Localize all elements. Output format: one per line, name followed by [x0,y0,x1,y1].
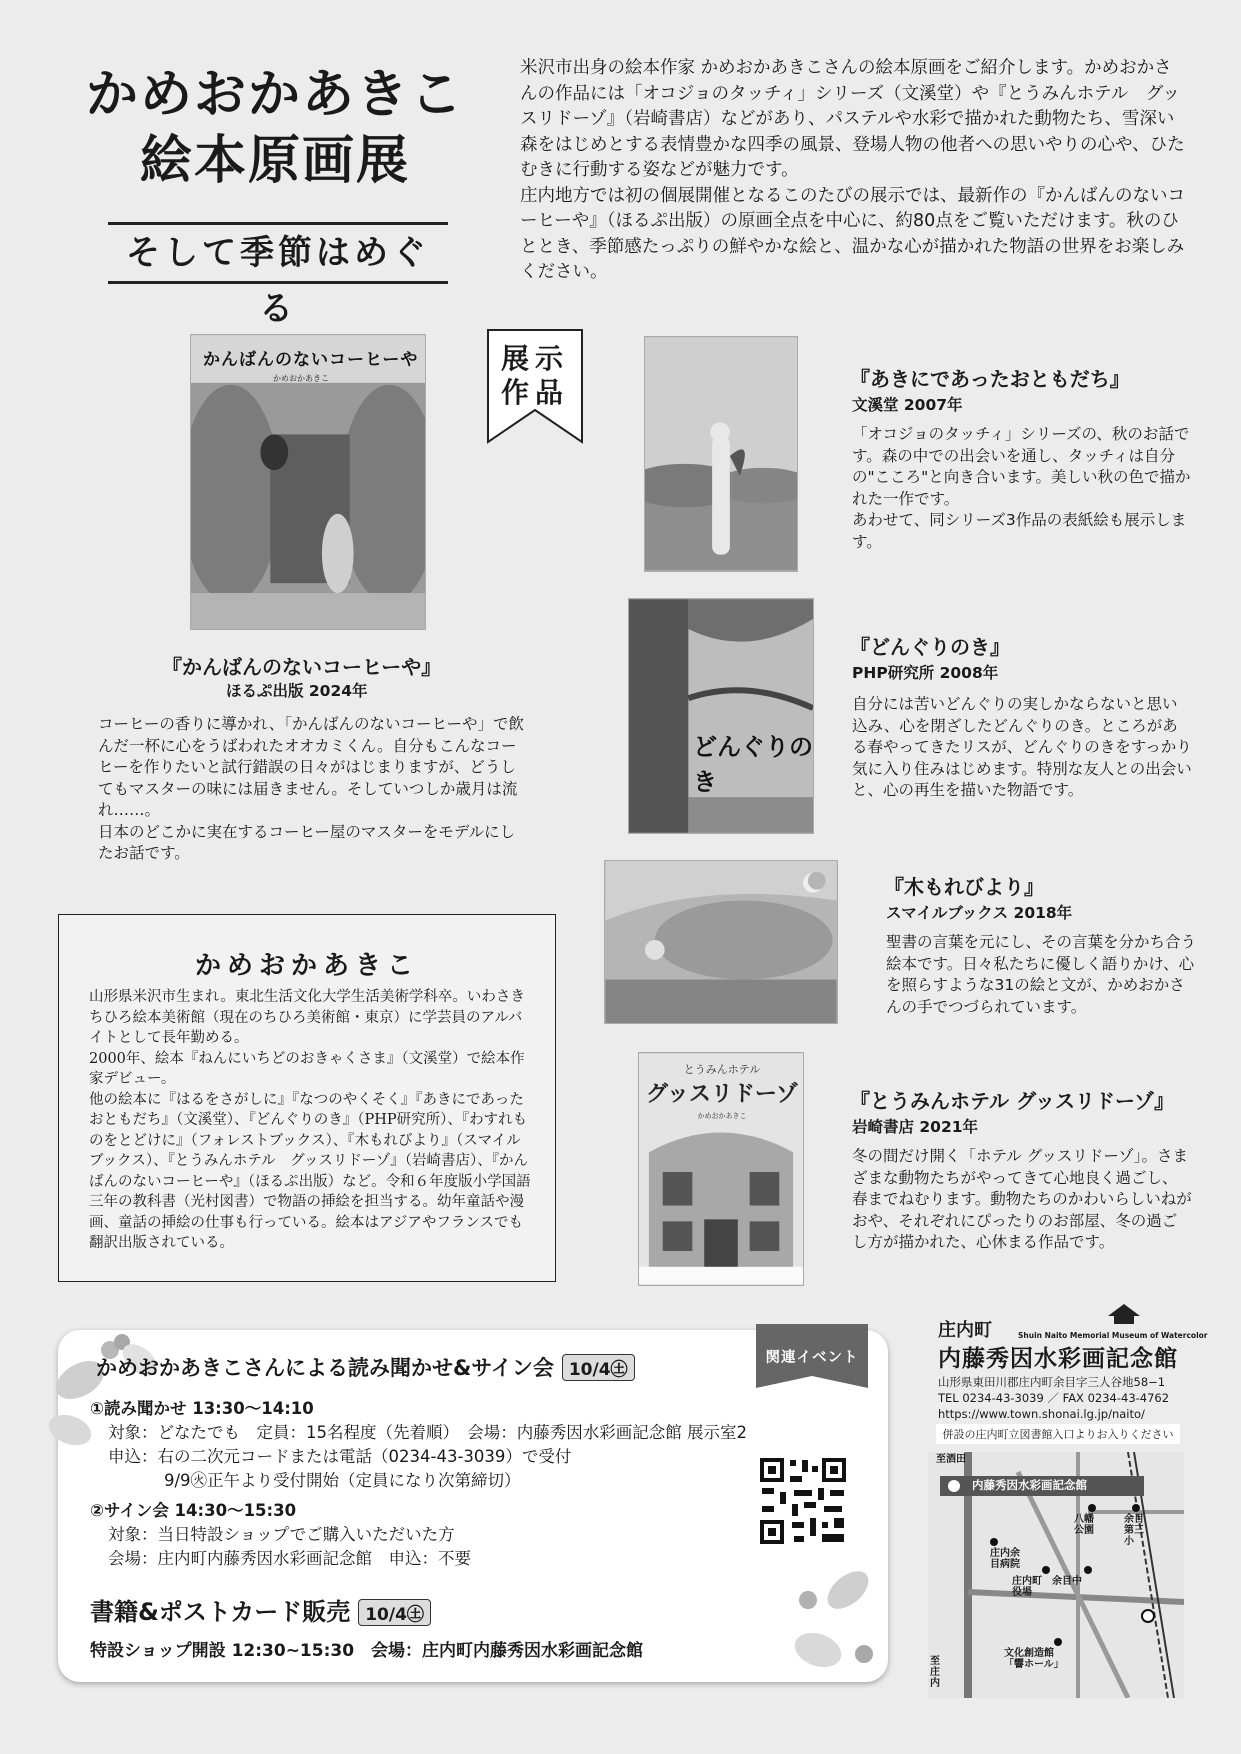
badge-line-2: 作品 [500,376,569,409]
sign-venue: 会場：庄内町内藤秀因水彩画記念館 申込：不要 [108,1549,471,1568]
reading-heading: ①読み聞かせ 13:30〜14:10 [90,1399,314,1418]
book-publisher-kanban: ほるぷ出版 2024年 [226,682,368,700]
museum-url[interactable]: https://www.town.shonai.lg.jp/naito/ [938,1407,1145,1421]
related-event-tab [756,1324,868,1394]
cover-illustration-oak [629,599,813,833]
museum-address: 山形県東田川郡庄内町余目字三人谷地58−1 [938,1375,1166,1389]
map-label-museum: 内藤秀因水彩画記念館 [972,1478,1087,1492]
related-event-box [58,1330,888,1682]
museum-logo-icon [1106,1302,1142,1324]
book-desc-donguri: 自分には苦いどんぐりの実しかならないと思い込み、心を閉ざしたどんぐりのき。ところがある春やってきたリスが、どんぐりのきをすっかり気に入り住みはじめます。特別な友人との出会いと、心の再生を描いた物語です。 [852,695,1192,799]
book-publisher-akini: 文溪堂 2007年 [852,396,963,414]
map-label-amarume-jh: 余目中 [1052,1576,1082,1587]
book-title-donguri: 『どんぐりのき』 [850,635,1010,659]
museum-town: 庄内町 [938,1320,992,1341]
book-cover-donguri [628,598,814,834]
book-cover-komorebi [604,860,838,1024]
reading-apply: 申込：右の二次元コードまたは電話（0234-43-3039）で受付 [108,1447,572,1466]
book-desc-komorebi: 聖書の言葉を元にし、その言葉を分かち合う絵本です。日々私たちに優しく語りかけ、心を照らすような31の絵と文が、かめおかさんの手でつづられています。 [886,933,1197,1016]
map-label-shonai: 至庄内 [930,1656,940,1689]
cover-title-top: とうみんホテル [683,1063,761,1076]
title-line-2: 絵本原画展 [139,131,410,191]
leaf-decoration-icon [778,1560,888,1682]
museum-contact [938,1374,1169,1422]
cover-illustration-ermine [645,337,797,571]
map-label-culture-hall: 文化創造館「響ホール」 [1004,1648,1064,1670]
reading-target: 対象：どなたでも 定員：15名程度（先着順） 会場：内藤秀因水彩画記念館 展示室2 [108,1423,747,1442]
exhibit-works-badge [486,328,584,444]
map-label-hospital: 庄内余目病院 [990,1548,1020,1570]
books-sale-title-text: 書籍&ポストカード販売 [90,1598,351,1626]
museum-tel-fax: TEL 0234-43-3039 ／ FAX 0234-43-4762 [938,1391,1170,1405]
map-label-sakata: 至酒田 [936,1454,966,1465]
event-title-text: かめおかあきこさんによる読み聞かせ&サイン会 [96,1356,554,1380]
books-sale-date: 10/4㊏ [358,1599,431,1626]
title-line-1: かめおかあきこ [85,65,464,125]
book-cover-toumin [638,1052,804,1286]
author-profile [58,914,556,1282]
book-title-komorebi: 『木もれびより』 [884,875,1044,899]
cover-illustration-forest-path [605,861,837,1023]
book-publisher-donguri: PHP研究所 2008年 [852,664,999,682]
registration-qr-code[interactable] [758,1456,848,1546]
book-title-akini: 『あきにであったおともだち』 [850,367,1130,391]
profile-name: かめおかあきこ [194,951,419,981]
book-title-toumin: 『とうみんホテル グッスリドーゾ』 [850,1089,1175,1113]
book-desc-kanban: コーヒーの香りに導かれ、「かんばんのないコーヒーや」で飲んだ一杯に心をうばわれたオオカミくん。自分もこんなコーヒーを作りたいと試行錯誤の日々がはじまりますが、どうしてもマスターの味には届きません。そしていつしか歳月は流れ……。 日本のどこかに実在するコーヒー屋のマスターをモデルにしたお話です。 [98,715,524,862]
map-label-hachiman-park: 八幡公園 [1074,1514,1094,1536]
museum-entrance-note: 併設の庄内町立図書館入口よりお入りください [936,1424,1180,1444]
profile-body: 山形県米沢市生まれ。東北生活文化大学生活美術学科卒。いわさきちひろ絵本美術館（現在のちひろ美術館・東京）に学芸員のアルバイトとして長年勤める。 2000年、絵本『ねんにいちどのおきゃくさま』（文溪堂）で絵本作家デビュー。 他の絵本に『はるをさがしに』『なつのやくそく』『あきにであったおともだち』（文溪堂）、『どんぐりのき』（PHP研究所）、『わすれものをとどけに』（フォレストブックス）、『木もれびより』（スマイルブックス）、『とうみんホテル グッスリドーゾ』（岩崎書店）、『かんばんのないコーヒーや』（ほるぷ出版）など。令和６年度版小学国語三年の教科書（光村図書）で物語の挿絵を担当する。幼年童話や漫画、童話の挿絵の仕事も行っている。絵本はアジアやフランスでも翻訳出版されている。 [89,989,531,1251]
books-sale-title [90,1592,431,1627]
event-title [96,1352,635,1382]
cover-title: グッスリドーゾ [645,1082,799,1107]
map-label-amarume-3: 余目第三小 [1124,1514,1144,1547]
cover-author: かめおかあきこ [273,374,329,383]
museum-name-en: Shuin Naito Memorial Museum of Watercolor [1018,1331,1208,1340]
intro-paragraph: 米沢市出身の絵本作家 かめおかあきこさんの絵本原画をご紹介します。かめおかさんの作品には「オコジョのタッチィ」シリーズ（文溪堂）や『とうみんホテル グッスリドーゾ』（岩崎書店）などがあり、パステルや水彩で描かれた動物たち、雪深い森をはじめとする表情豊かな四季の風景、登場人物の他者への思いやりの心や、ひたむきに行動する姿などが魅力です。 庄内地方では初の個展開催となるこのたびの展示では、最新作の『かんばんのないコーヒーや』（ほるぷ出版）の原画全点を中心に、約80点をご覧いただけます。秋のひととき、季節感たっぷりの鮮やかな絵と、温かな心が描かれた物語の世界をお楽しみください。 [520,58,1185,282]
book-cover-kanban [190,334,426,630]
book-desc-akini: 「オコジョのタッチィ」シリーズの、秋のお話です。森の中での出会いを通し、タッチィは自分の"こころ"と向き合います。美しい秋の色で描かれた一作です。 あわせて、同シリーズ3作品の表紙絵も展示します。 [852,425,1191,551]
sign-heading: ②サイン会 14:30〜15:30 [90,1501,297,1520]
book-cover-akini [644,336,798,572]
tab-label: 関連イベント [765,1350,859,1366]
exhibition-title [60,62,490,194]
sign-target: 対象：当日特設ショップでご購入いただいた方 [108,1525,455,1544]
cover-author: かめおかあきこ [697,1112,747,1120]
books-sale-info: 特設ショップ開設 12:30~15:30 会場：庄内町内藤秀因水彩画記念館 [90,1641,644,1661]
book-publisher-komorebi: スマイルブックス 2018年 [886,904,1073,922]
exhibition-subtitle: そして季節はめぐる [108,222,448,284]
book-title-kanban: 『かんばんのないコーヒーや』 [162,655,442,679]
event-date: 10/4㊏ [562,1354,635,1381]
cover-title: どんぐりのき [693,733,813,796]
map-label-town-office: 庄内町役場 [1012,1576,1042,1598]
cover-title: かんばんのないコーヒーや [203,350,419,370]
book-publisher-toumin: 岩崎書店 2021年 [852,1118,979,1136]
book-desc-toumin: 冬の間だけ開く「ホテル グッスリドーゾ」。さまざまな動物たちがやってきて心地良く過ごし、春までねむります。動物たちのかわいらしいねがおや、それぞれにぴったりのお部屋、冬の過ごし方が描かれた、心休まる作品です。 [852,1147,1192,1251]
qr-code-icon [758,1456,848,1546]
access-map [928,1452,1184,1698]
museum-name: 内藤秀因水彩画記念館 [938,1346,1178,1372]
badge-line-1: 展示 [500,342,569,375]
reading-apply-date: 9/9㊋正午より受付開始（定員になり次第締切） [164,1471,521,1490]
